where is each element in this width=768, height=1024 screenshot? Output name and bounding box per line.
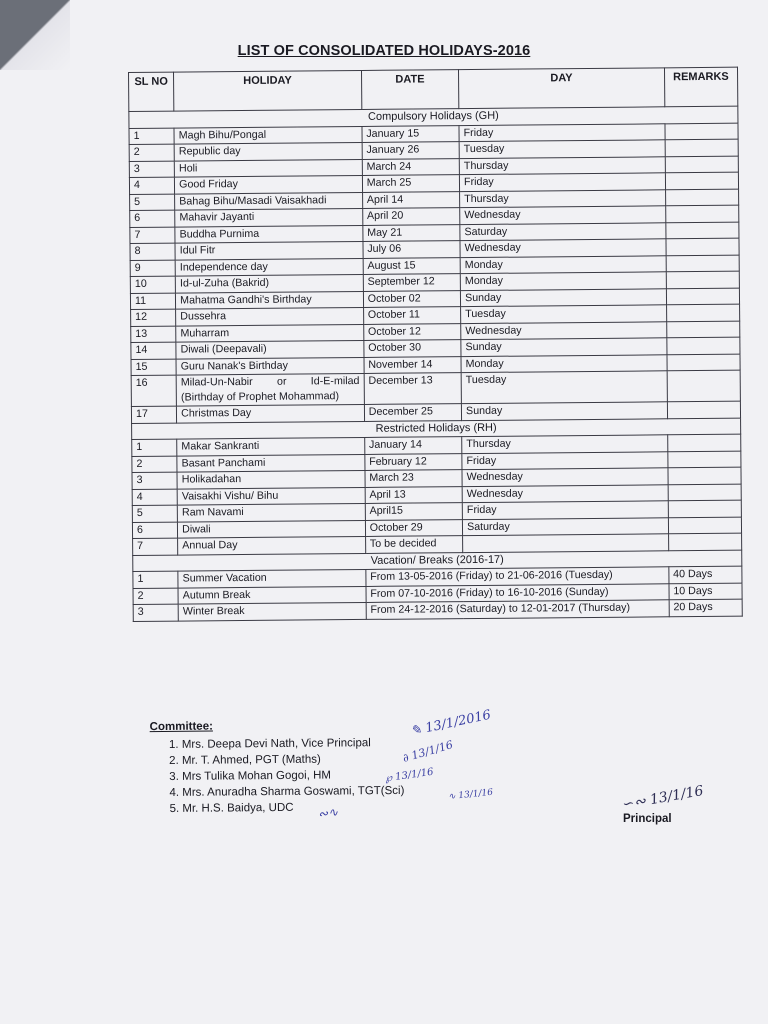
remarks-cell <box>666 271 739 288</box>
remarks-cell <box>665 139 738 156</box>
header-holiday: HOLIDAY <box>174 70 362 111</box>
section-title: Restricted Holidays (RH) <box>132 418 741 440</box>
committee-list <box>150 735 405 817</box>
date-cell: April 14 <box>362 191 459 208</box>
day-cell: Thursday <box>459 156 665 174</box>
date-cell: October 29 <box>365 519 462 536</box>
header-day: DAY <box>459 68 665 109</box>
sl-cell: 3 <box>132 472 177 489</box>
holiday-cell: Winter Break <box>178 602 366 620</box>
holiday-cell: Holi <box>174 159 362 177</box>
holiday-cell: Christmas Day <box>177 404 365 422</box>
sl-cell: 15 <box>131 359 176 376</box>
committee-member: 2. Mr. T. Ahmed, PGT (Maths) <box>182 751 404 769</box>
day-cell: Tuesday <box>461 305 667 323</box>
day-cell: Saturday <box>462 517 668 535</box>
header-remarks: REMARKS <box>664 67 738 107</box>
day-cell: Monday <box>461 354 667 372</box>
day-cell: Wednesday <box>461 321 667 339</box>
sl-cell: 4 <box>129 177 174 194</box>
sl-cell: 7 <box>133 538 178 555</box>
sl-cell: 3 <box>133 604 178 621</box>
remarks-cell <box>665 205 738 222</box>
sl-cell: 5 <box>130 194 175 211</box>
holiday-cell: Summer Vacation <box>178 569 366 587</box>
signature-3: ℘ 13/1/16 <box>384 766 435 785</box>
sl-cell: 17 <box>131 406 176 423</box>
holiday-cell: Vaisakhi Vishu/ Bihu <box>177 487 365 505</box>
page-title: LIST OF CONSOLIDATED HOLIDAYS-2016 <box>237 43 531 59</box>
holiday-cell: Makar Sankranti <box>177 437 365 455</box>
holiday-cell: Ram Navami <box>177 503 365 521</box>
holiday-cell: Guru Nanak's Birthday <box>176 357 364 375</box>
holiday-cell: Dussehra <box>176 307 364 325</box>
sl-cell: 4 <box>132 489 177 506</box>
date-cell: April 20 <box>362 208 459 225</box>
days-cell: 20 Days <box>669 599 742 616</box>
committee-member: 5. Mr. H.S. Baidya, UDC <box>182 799 404 817</box>
date-cell: March 24 <box>362 158 459 175</box>
day-cell: Tuesday <box>461 371 667 404</box>
remarks-cell <box>668 533 741 550</box>
sl-cell: 1 <box>132 439 177 456</box>
date-cell: October 02 <box>363 290 460 307</box>
sl-cell: 12 <box>131 309 176 326</box>
holiday-cell: Mahavir Jayanti <box>175 208 363 226</box>
remarks-cell <box>667 434 740 451</box>
remarks-cell <box>667 370 741 402</box>
sl-cell: 3 <box>129 161 174 178</box>
sl-cell: 16 <box>131 375 176 406</box>
holiday-cell: Basant Panchami <box>177 454 365 472</box>
holiday-table <box>128 67 743 622</box>
period-cell: From 24-12-2016 (Saturday) to 12-01-2017 (Thursday) <box>366 600 669 619</box>
signature-2: ∂ 13/1/16 <box>401 738 455 765</box>
header-date: DATE <box>361 70 459 110</box>
day-cell: Wednesday <box>460 239 666 257</box>
remarks-cell <box>665 123 738 140</box>
header-row <box>129 67 738 111</box>
day-cell: Thursday <box>462 435 668 453</box>
sl-cell: 10 <box>130 276 175 293</box>
remarks-cell <box>668 500 741 517</box>
remarks-cell <box>668 467 741 484</box>
date-cell: October 11 <box>363 307 460 324</box>
committee-member: 3. Mrs Tulika Mohan Gogoi, HM <box>182 767 404 785</box>
header-sl: SL NO <box>129 72 174 111</box>
date-cell: February 12 <box>365 453 462 470</box>
date-cell: January 15 <box>362 125 459 142</box>
period-cell: From 07-10-2016 (Friday) to 16-10-2016 (Sunday) <box>366 583 669 602</box>
signature-5: ∾∿ <box>317 804 339 822</box>
holiday-cell: Republic day <box>174 142 362 160</box>
date-cell: March 25 <box>362 175 459 192</box>
sl-cell: 11 <box>130 293 175 310</box>
remarks-cell <box>667 401 740 418</box>
day-cell: Friday <box>462 451 668 469</box>
remarks-cell <box>666 321 739 338</box>
date-cell: December 25 <box>364 404 461 421</box>
holiday-cell: Magh Bihu/Pongal <box>174 126 362 144</box>
sl-cell: 1 <box>133 571 178 588</box>
day-cell: Tuesday <box>459 140 665 158</box>
holiday-cell: Autumn Break <box>178 586 366 604</box>
sl-cell: 1 <box>129 128 174 145</box>
date-cell: September 12 <box>363 274 460 291</box>
date-cell: March 23 <box>365 470 462 487</box>
holiday-cell: Mahatma Gandhi's Birthday <box>176 291 364 309</box>
remarks-cell <box>666 238 739 255</box>
sl-cell: 14 <box>131 342 176 359</box>
folded-corner <box>0 0 70 70</box>
remarks-cell <box>665 156 738 173</box>
holiday-cell: Diwali <box>178 520 366 538</box>
date-cell: January 14 <box>364 437 461 454</box>
date-cell: April 13 <box>365 486 462 503</box>
sl-cell: 6 <box>130 210 175 227</box>
holiday-cell: Good Friday <box>175 175 363 193</box>
date-cell: May 21 <box>363 224 460 241</box>
day-cell: Wednesday <box>462 468 668 486</box>
holiday-cell: Holikadahan <box>177 470 365 488</box>
holiday-cell: Bahag Bihu/Masadi Vaisakhadi <box>175 192 363 210</box>
sl-cell: 2 <box>133 588 178 605</box>
remarks-cell <box>666 255 739 272</box>
sl-cell: 5 <box>132 505 177 522</box>
remarks-cell <box>668 451 741 468</box>
holiday-cell: Id-ul-Zuha (Bakrid) <box>175 274 363 292</box>
days-cell: 40 Days <box>669 566 742 583</box>
sl-cell: 8 <box>130 243 175 260</box>
day-cell: Monday <box>460 272 666 290</box>
holiday-cell: Buddha Purnima <box>175 225 363 243</box>
sl-cell: 2 <box>132 456 177 473</box>
holiday-cell: Idul Fitr <box>175 241 363 259</box>
sl-cell: 13 <box>131 326 176 343</box>
holiday-cell: Muharram <box>176 324 364 342</box>
date-cell: October 30 <box>364 340 461 357</box>
day-cell: Saturday <box>460 222 666 240</box>
holiday-cell: Independence day <box>175 258 363 276</box>
day-cell: Friday <box>459 123 665 141</box>
date-cell: January 26 <box>362 142 459 159</box>
remarks-cell <box>668 517 741 534</box>
remarks-cell <box>667 354 740 371</box>
committee-heading: Committee: <box>149 720 213 734</box>
remarks-cell <box>666 222 739 239</box>
date-cell: August 15 <box>363 257 460 274</box>
remarks-cell <box>666 288 739 305</box>
holiday-cell: Annual Day <box>178 536 366 554</box>
day-cell: Wednesday <box>462 484 668 502</box>
day-cell: Sunday <box>461 402 667 420</box>
period-cell: From 13-05-2016 (Friday) to 21-06-2016 (Tuesday) <box>366 567 669 586</box>
remarks-cell <box>666 304 739 321</box>
day-cell: Friday <box>459 173 665 191</box>
day-cell: Wednesday <box>460 206 666 224</box>
day-cell: Sunday <box>461 338 667 356</box>
day-cell <box>463 534 669 552</box>
date-cell: July 06 <box>363 241 460 258</box>
remarks-cell <box>667 337 740 354</box>
day-cell: Friday <box>462 501 668 519</box>
principal-signature: ∽∾ 13/1/16 <box>621 783 705 813</box>
date-cell: October 12 <box>363 323 460 340</box>
signature-4: ∿ 13/1/16 <box>447 787 494 803</box>
day-cell: Thursday <box>460 189 666 207</box>
signature-1: ✎ 13/1/2016 <box>409 707 493 740</box>
committee <box>150 717 405 817</box>
date-cell: December 13 <box>364 373 462 405</box>
principal-label: Principal <box>623 813 672 825</box>
remarks-cell <box>668 484 741 501</box>
holiday-cell: Diwali (Deepavali) <box>176 340 364 358</box>
committee-member: 1. Mrs. Deepa Devi Nath, Vice Principal <box>182 735 404 753</box>
sl-cell: 6 <box>132 522 177 539</box>
sl-cell: 2 <box>129 144 174 161</box>
days-cell: 10 Days <box>669 583 742 600</box>
section-title: Vacation/ Breaks (2016-17) <box>133 550 742 572</box>
sl-cell: 7 <box>130 227 175 244</box>
date-cell: April15 <box>365 503 462 520</box>
date-cell: November 14 <box>364 356 461 373</box>
remarks-cell <box>665 172 738 189</box>
section-title: Compulsory Holidays (GH) <box>129 106 738 128</box>
committee-member: 4. Mrs. Anuradha Sharma Goswami, TGT(Sci) <box>182 783 404 801</box>
sl-cell: 9 <box>130 260 175 277</box>
day-cell: Monday <box>460 255 666 273</box>
date-cell: To be decided <box>365 536 462 553</box>
holiday-cell: Milad-Un-Nabir or Id-E-milad (Birthday of Prophet Mohammad) <box>176 373 364 406</box>
day-cell: Sunday <box>460 288 666 306</box>
remarks-cell <box>665 189 738 206</box>
